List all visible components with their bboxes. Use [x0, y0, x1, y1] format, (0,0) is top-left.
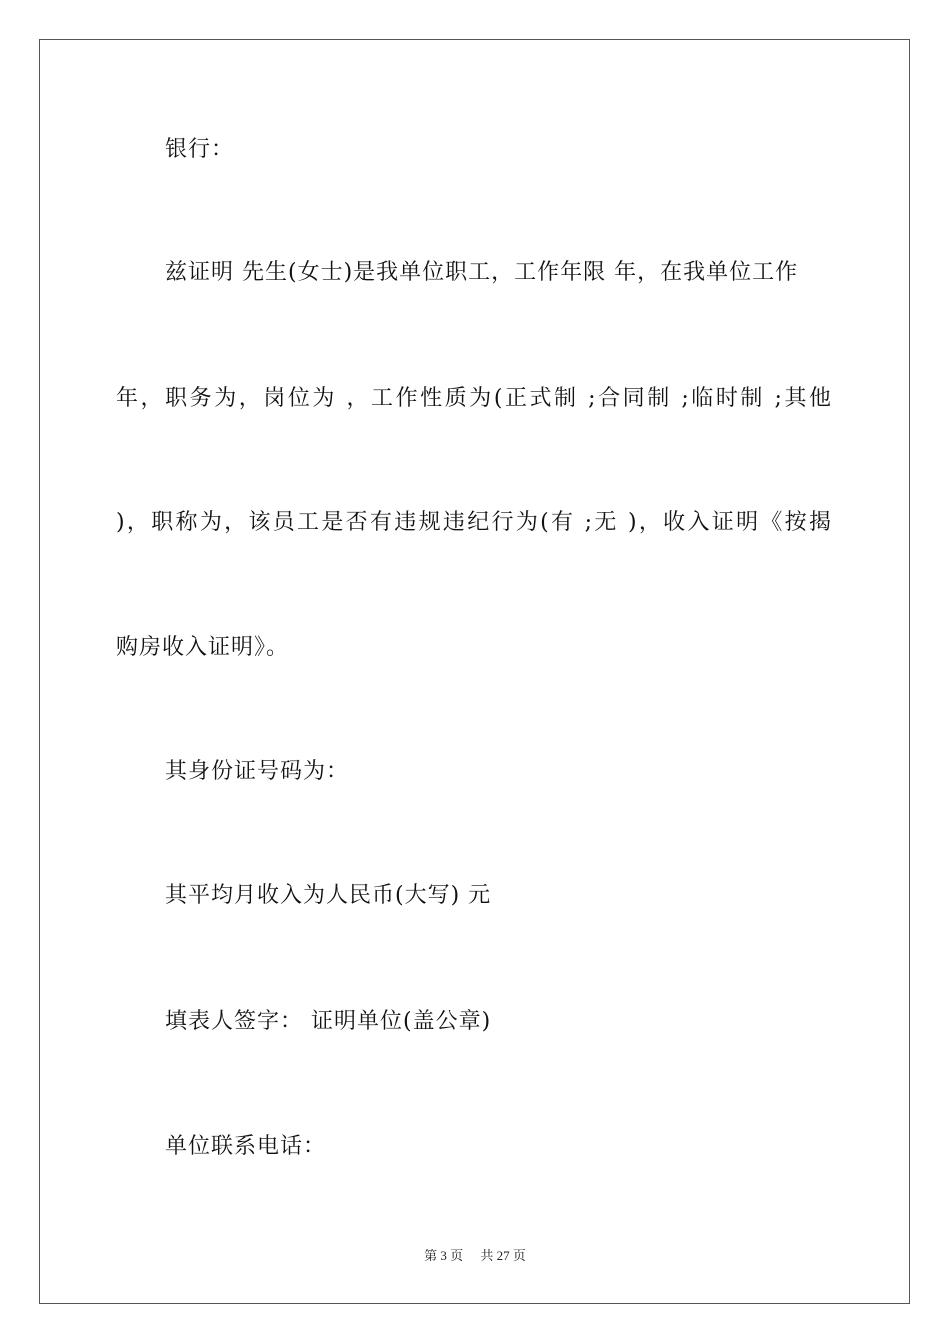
page-total: 共 27 页 [480, 1248, 526, 1263]
contact-phone-line: 单位联系电话： [165, 1134, 327, 1159]
certificate-line-2: 年，职务为，岗位为 ，工作性质为(正式制 ;合同制 ;临时制 ;其他 [116, 386, 832, 411]
certificate-line-3: )，职称为，该员工是否有违规违纪行为(有 ;无 )，收入证明《按揭 [116, 510, 832, 535]
signature-line: 填表人签字： 证明单位(盖公章) [165, 1009, 492, 1034]
certificate-line-4: 购房收入证明》。 [116, 635, 290, 660]
id-number-line: 其身份证号码为： [165, 759, 350, 784]
certificate-line-1: 兹证明 先生(女士)是我单位职工，工作年限 年，在我单位工作 [165, 260, 799, 285]
page-number: 第 3 页 [424, 1248, 464, 1263]
bank-salutation: 银行： [165, 137, 235, 162]
monthly-income-line: 其平均月收入为人民币(大写) 元 [165, 883, 492, 908]
page-border [39, 39, 910, 1304]
page-footer [0, 1247, 950, 1265]
